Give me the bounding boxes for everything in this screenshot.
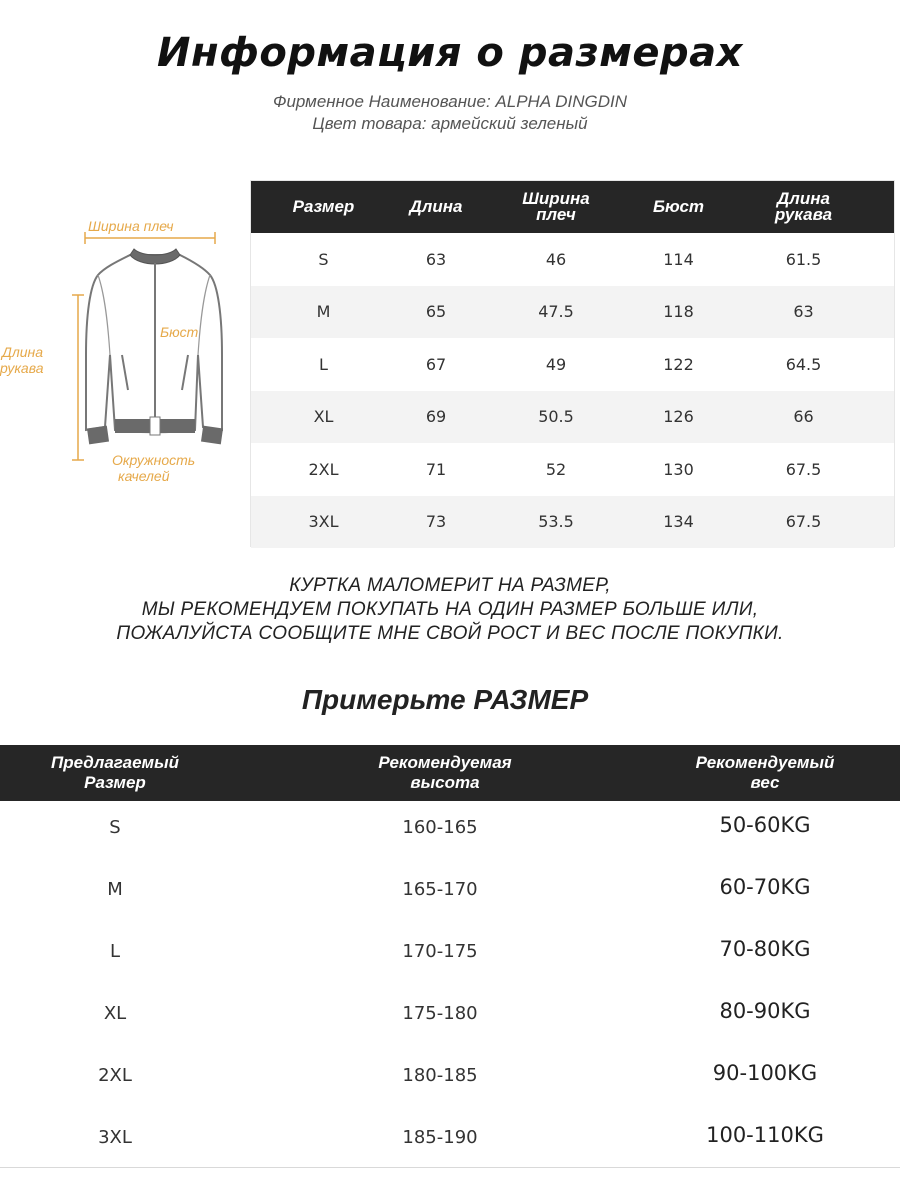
col-header-suggested-size: Предлагаемый Размер <box>50 753 180 792</box>
shoulder-width-label: Ширина плеч <box>88 218 174 234</box>
table-row <box>251 286 894 339</box>
cell-weight: 100-110KG <box>706 1123 824 1147</box>
cell-length: 71 <box>425 459 447 479</box>
size-table <box>250 180 895 547</box>
col-header-size: Размер <box>292 197 355 216</box>
recommend-table-header <box>0 745 900 801</box>
cell-height: 180-185 <box>402 1065 478 1086</box>
cell-length: 69 <box>425 407 447 427</box>
table-row <box>251 496 894 549</box>
jacket-diagram <box>0 205 250 505</box>
cell-weight: 70-80KG <box>719 937 811 961</box>
cell-height: 170-175 <box>402 941 478 962</box>
brand-name: Фирменное Наименование: ALPHA DINGDIN <box>272 92 628 111</box>
table-row <box>0 999 900 1061</box>
product-color: Цвет товара: армейский зеленый <box>312 114 588 133</box>
cell-size: XL <box>313 407 334 427</box>
table-row <box>0 937 900 999</box>
page-title: Информация о размерах <box>157 30 743 76</box>
table-row <box>251 338 894 391</box>
cell-bust: 130 <box>663 459 694 479</box>
cell-height: 185-190 <box>402 1127 478 1148</box>
col-header-weight: Рекомендуемый вес <box>695 753 835 792</box>
table-row <box>0 1123 900 1185</box>
cell-sleeve: 66 <box>793 407 814 427</box>
cell-suggested-size: 2XL <box>98 1065 132 1086</box>
cell-height: 175-180 <box>402 1003 478 1024</box>
cell-shoulder: 50.5 <box>538 407 574 427</box>
table-row <box>251 391 894 444</box>
cell-sleeve: 61.5 <box>785 249 822 269</box>
cell-size: M <box>316 302 331 322</box>
cell-shoulder: 52 <box>545 459 567 479</box>
cell-length: 67 <box>425 354 447 374</box>
cell-length: 63 <box>425 249 447 269</box>
cell-height: 160-165 <box>402 817 478 838</box>
table-row <box>0 1061 900 1123</box>
cell-shoulder: 53.5 <box>538 512 574 532</box>
cell-sleeve: 67.5 <box>785 512 822 532</box>
cell-bust: 122 <box>663 354 694 374</box>
col-header-bust: Бюст <box>652 197 705 216</box>
table-row <box>0 875 900 937</box>
cell-sleeve: 64.5 <box>785 354 822 374</box>
note-line-3: ПОЖАЛУЙСТА СООБЩИТЕ МНЕ СВОЙ РОСТ И ВЕС ПОСЛЕ ПОКУПКИ. <box>116 623 784 644</box>
col-header-shoulder: Ширина плеч <box>522 189 590 224</box>
col-header-length: Длина <box>409 197 463 216</box>
recommend-title: Примерьте РАЗМЕР <box>301 684 589 715</box>
cell-shoulder: 47.5 <box>538 302 574 322</box>
cell-length: 73 <box>425 512 447 532</box>
cell-bust: 134 <box>663 512 694 532</box>
col-header-sleeve: Длина рукава <box>774 189 833 224</box>
cell-suggested-size: S <box>109 817 121 838</box>
table-row <box>0 813 900 875</box>
table-row <box>251 233 894 286</box>
col-header-height: Рекомендуемая высота <box>378 753 512 792</box>
cell-length: 65 <box>425 302 447 322</box>
cell-size: L <box>319 354 328 374</box>
cell-bust: 114 <box>663 249 694 269</box>
cell-suggested-size: M <box>107 879 123 900</box>
cuff-label-2: качелей <box>118 468 170 484</box>
size-table-header <box>251 181 894 233</box>
cell-bust: 126 <box>663 407 694 427</box>
cell-size: S <box>318 249 329 269</box>
note-line-1: КУРТКА МАЛОМЕРИТ НА РАЗМЕР, <box>289 575 611 596</box>
sleeve-length-label-1: Длина <box>2 344 44 360</box>
cell-suggested-size: 3XL <box>98 1127 132 1148</box>
cell-shoulder: 46 <box>545 249 567 269</box>
cell-weight: 60-70KG <box>719 875 811 899</box>
cell-sleeve: 67.5 <box>785 459 822 479</box>
cuff-label-1: Окружность <box>112 452 196 468</box>
cell-suggested-size: L <box>109 941 121 962</box>
cell-weight: 80-90KG <box>719 999 811 1023</box>
sleeve-length-label-2: рукава <box>0 360 44 376</box>
cell-bust: 118 <box>663 302 694 322</box>
cell-height: 165-170 <box>402 879 478 900</box>
cell-size: 2XL <box>308 459 339 479</box>
divider <box>0 1167 900 1168</box>
bust-label: Бюст <box>160 324 199 340</box>
cell-weight: 50-60KG <box>719 813 811 837</box>
cell-size: 3XL <box>308 512 339 532</box>
note-line-2: МЫ РЕКОМЕНДУЕМ ПОКУПАТЬ НА ОДИН РАЗМЕР БОЛЬШЕ ИЛИ, <box>141 599 759 620</box>
cell-weight: 90-100KG <box>712 1061 818 1085</box>
cell-shoulder: 49 <box>545 354 567 374</box>
table-row <box>251 443 894 496</box>
size-table-body <box>251 233 894 548</box>
cell-sleeve: 63 <box>793 302 814 322</box>
cell-suggested-size: XL <box>103 1003 127 1024</box>
